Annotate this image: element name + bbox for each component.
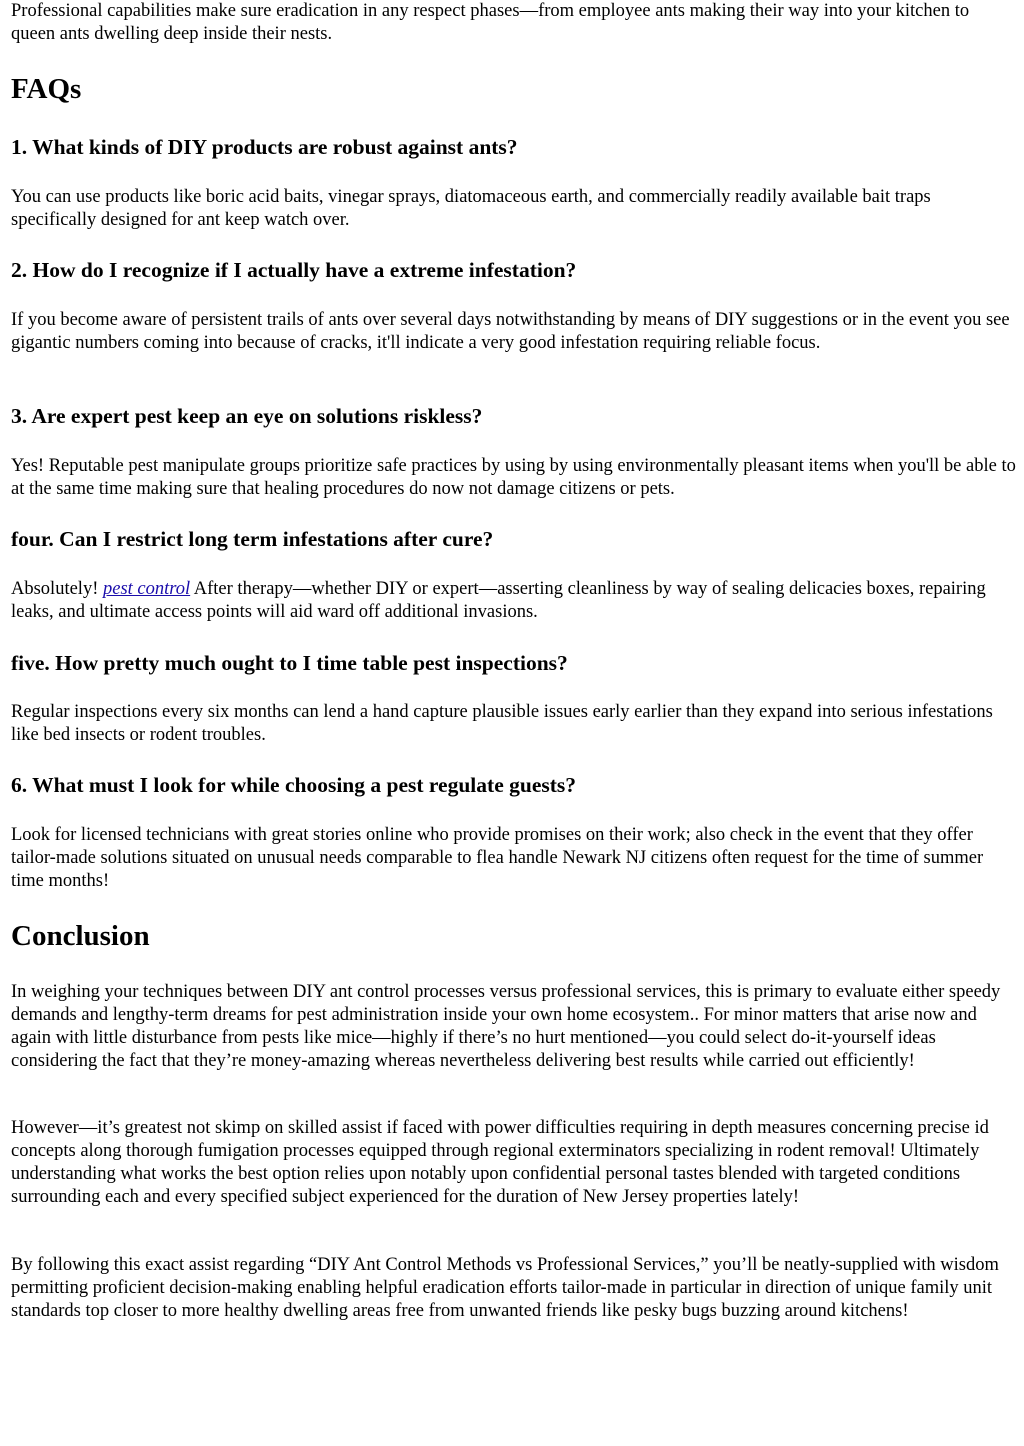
faq-answer-4-prefix: Absolutely! xyxy=(11,579,103,599)
conclusion-paragraph-3: By following this exact assist regarding “DIY Ant Control Methods vs Professional Services,” you’ll be neatly-supplied with wisdom permitting proficient decision-making enabling helpful eradication efforts tailor-made in particular in direction of unique family unit standards top closer to more healthy dwelling areas free from unwanted friends like pesky bugs buzzing around kitchens! xyxy=(11,1255,999,1321)
faq-answer-6: Look for licensed technicians with great stories online who provide promises on their work; also check in the event that they offer tailor-made solutions situated on unusual needs comparable to flea handle Newark NJ citizens often request for the time of summer time months! xyxy=(11,825,984,891)
faq-answer-5: Regular inspections every six months can lend a hand capture plausible issues early earlier than they expand into serious infestations like bed insects or rodent troubles. xyxy=(11,702,993,745)
faq-question-1: 1. What kinds of DIY products are robust against ants? xyxy=(11,135,518,159)
faq-answer-1: You can use products like boric acid baits, vinegar sprays, diatomaceous earth, and commercially readily available bait traps specifically designed for ant keep watch over. xyxy=(11,187,931,230)
faq-answer-4 xyxy=(11,578,1016,624)
faqs-heading: FAQs xyxy=(11,73,82,105)
faq-answer-4-suffix: After therapy—whether DIY or expert—asserting cleanliness by way of sealing delicacies boxes, repairing leaks, and ultimate access points will aid ward off additional invasions. xyxy=(11,579,986,622)
faq-question-2: 2. How do I recognize if I actually have a extreme infestation? xyxy=(11,258,577,282)
pest-control-link[interactable]: pest control xyxy=(102,579,191,599)
faq-question-4: four. Can I restrict long term infestations after cure? xyxy=(11,527,494,551)
intro-paragraph: Professional capabilities make sure eradication in any respect phases—from employee ants making their way into your kitchen to queen ants dwelling deep inside their nests. xyxy=(11,1,970,44)
conclusion-heading: Conclusion xyxy=(11,920,150,952)
faq-answer-3: Yes! Reputable pest manipulate groups prioritize safe practices by using by using environmentally pleasant items when you'll be able to at the same time making sure that healing procedures do now not damage citizens or pets. xyxy=(11,456,1016,499)
faq-question-6: 6. What must I look for while choosing a pest regulate guests? xyxy=(11,773,577,797)
conclusion-paragraph-1: In weighing your techniques between DIY ant control processes versus professional services, this is primary to evaluate either speedy demands and lengthy-term dreams for pest administration inside your own home ecosystem.. For minor matters that arise now and again with little disturbance from pests like mice—highly if there’s no hurt mentioned—you could select do-it-yourself ideas considering the fact that they’re money-amazing whereas nevertheless delivering best results while carried out efficiently! xyxy=(11,982,1001,1071)
faq-question-3: 3. Are expert pest keep an eye on solutions riskless? xyxy=(11,404,483,428)
faq-answer-2: If you become aware of persistent trails of ants over several days notwithstanding by means of DIY suggestions or in the event you see gigantic numbers coming into because of cracks, it'll indicate a very good infestation requiring reliable focus. xyxy=(11,310,1010,353)
conclusion-paragraph-2: However—it’s greatest not skimp on skilled assist if faced with power difficulties requiring in depth measures concerning precise id concepts along thorough fumigation processes equipped through regional exterminators specializing in rodent removal! Ultimately understanding what works the best option relies upon notably upon confidential personal tastes blended with targeted conditions surrounding each and every specified subject experienced for the duration of New Jersey properties lately! xyxy=(11,1118,989,1207)
faq-question-5: five. How pretty much ought to I time table pest inspections? xyxy=(11,651,568,675)
